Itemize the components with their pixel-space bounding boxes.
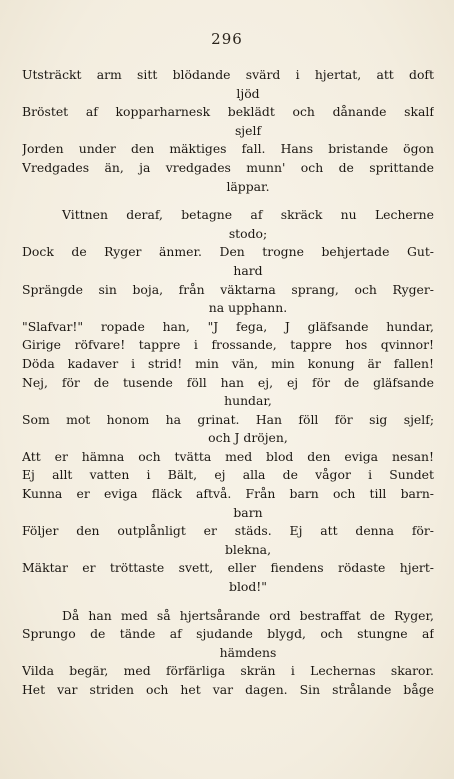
text-line: Nej, för de tusende föll han ej, ej för de gläfsande xyxy=(22,374,434,390)
text-line: stodo; xyxy=(228,225,268,241)
text-line: Jorden under den mäktiges fall. Hans bristande ögon xyxy=(22,141,434,157)
text-line: Utsträckt arm sitt blödande svärd i hjertat, att doft xyxy=(22,67,434,82)
text-line: hundar, xyxy=(224,393,272,409)
text-line: Följer den outplånligt er städs. Ej att denna för- xyxy=(22,523,434,539)
text-line: blod!" xyxy=(229,579,267,595)
text-line: Vredgades än, ja vredgades munn' och de sprittande xyxy=(22,159,434,175)
poem-text xyxy=(22,66,434,700)
text-line: Vittnen deraf, betagne af skräck nu Lecherne xyxy=(62,207,434,223)
text-line: Ej allt vatten i Bält, ej alla de vågor i Sundet xyxy=(22,467,434,483)
text-line: na upphann. xyxy=(208,300,288,316)
text-line: Bröstet af kopparharnesk beklädt och dånande skalf xyxy=(22,104,434,120)
text-line: Het var striden och het var dagen. Sin strålande båge xyxy=(22,682,434,697)
text-line: Då han med så hjertsårande ord bestraffat de Ryger, xyxy=(62,607,434,623)
text-line: sjelf xyxy=(234,122,262,138)
text-line: Sprängde sin boja, från väktarna sprang, och Ryger- xyxy=(22,281,434,297)
text-line: läppar. xyxy=(226,178,270,194)
text-line: Girige röfvare! tappre i frossande, tappre hos qvinnor! xyxy=(22,337,434,353)
text-line: och J dröjen, xyxy=(208,430,288,446)
text-line: "Slafvar!" ropade han, "J fega, J gläfsande hundar, xyxy=(22,318,434,334)
text-line: Kunna er eviga fläck aftvå. Från barn och till barn- xyxy=(22,486,434,502)
text-line: barn xyxy=(233,504,263,520)
text-line: hard xyxy=(233,262,263,278)
text-line: Döda kadaver i strid! min vän, min konung är fallen! xyxy=(22,355,434,371)
text-line: blekna, xyxy=(224,541,272,557)
text-line: ljöd xyxy=(236,85,260,101)
stanza-gap xyxy=(22,196,434,206)
text-line: hämdens xyxy=(219,644,277,660)
text-line: Att er hämna och tvätta med blod den eviga nesan! xyxy=(22,448,434,464)
text-line: Sprungo de tände af sjudande blygd, och stungne af xyxy=(22,626,434,642)
stanza-gap xyxy=(22,597,434,607)
text-line: Mäktar er tröttaste svett, eller fiendens rödaste hjert- xyxy=(22,560,434,576)
text-line: Dock de Ryger änmer. Den trogne behjertade Gut- xyxy=(22,244,434,260)
text-line: Som mot honom ha grinat. Han föll för sig sjelf; xyxy=(22,411,434,427)
page-number: 296 xyxy=(211,30,243,48)
text-line: Vilda begär, med förfärliga skrän i Lechernas skaror. xyxy=(22,663,434,679)
